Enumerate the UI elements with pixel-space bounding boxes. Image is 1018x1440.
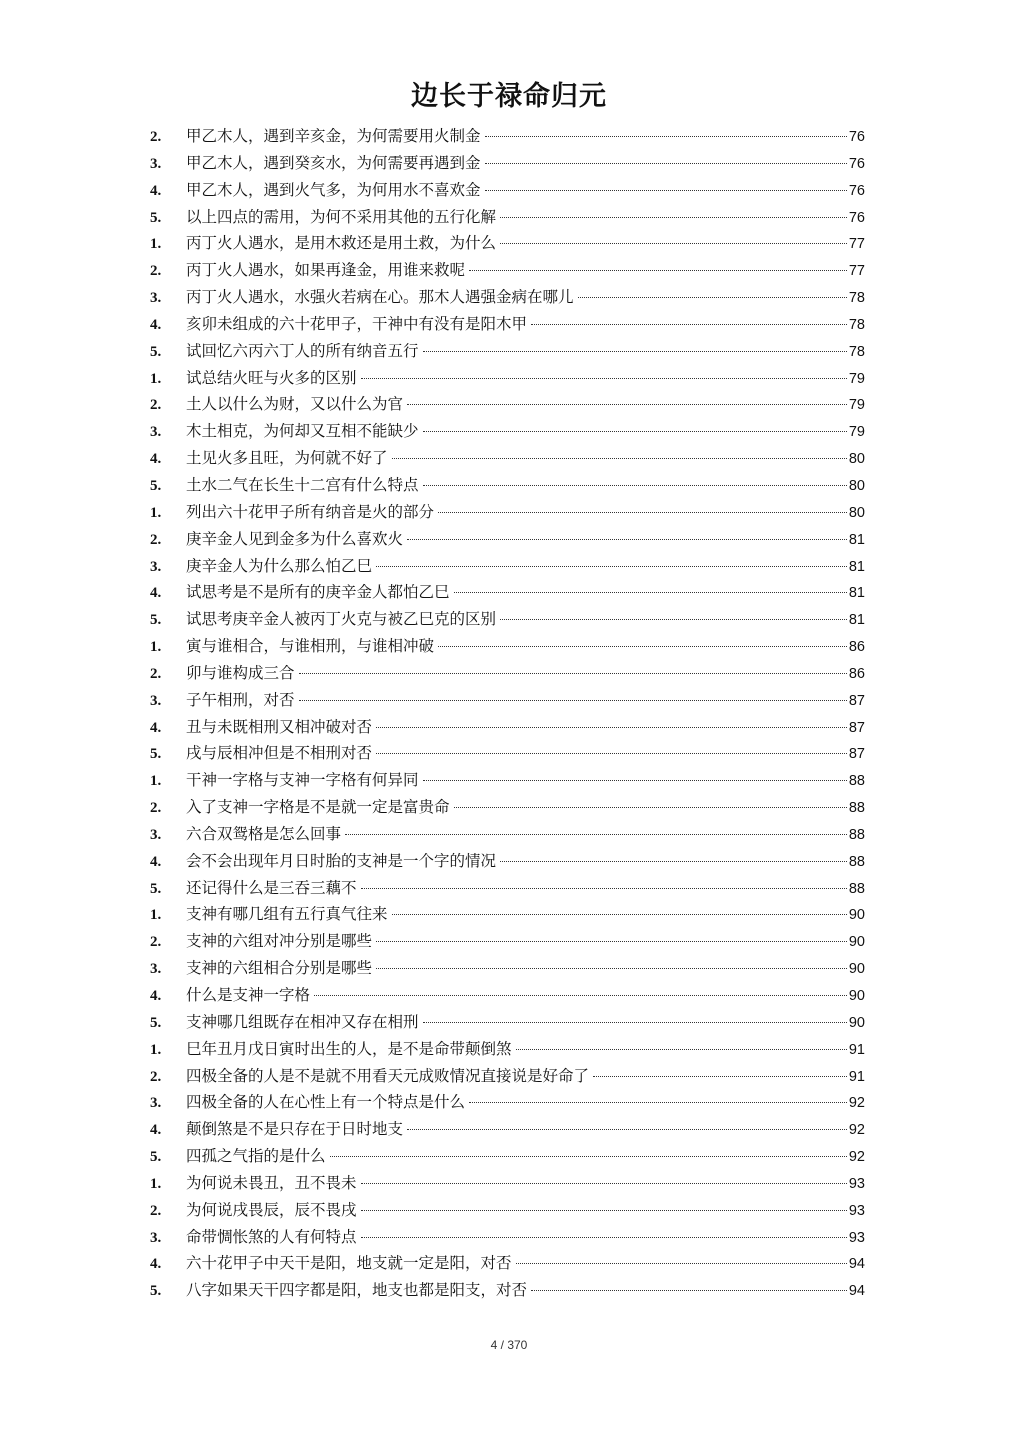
toc-entry-page: 80 — [848, 477, 865, 494]
toc-entry-title: 六十花甲子中天干是阳，地支就一定是阳，对否 — [186, 1254, 512, 1273]
toc-entry-page: 88 — [848, 880, 865, 897]
toc-entry-number: 2. — [150, 263, 162, 280]
toc-entry-number: 2. — [150, 1068, 162, 1085]
dot-leader — [299, 673, 847, 674]
toc-entry-number: 1. — [150, 370, 162, 387]
toc-entry-page: 90 — [848, 934, 865, 951]
toc-entry-number: 2. — [150, 531, 162, 548]
toc-entry[interactable] — [150, 1063, 865, 1090]
toc-entry-title: 寅与谁相合，与谁相刑，与谁相冲破 — [186, 637, 435, 656]
toc-entry-number: 3. — [150, 290, 162, 307]
dot-leader — [392, 914, 847, 915]
toc-entry[interactable] — [150, 1224, 865, 1251]
toc-entry-title: 还记得什么是三吞三藕不 — [186, 878, 357, 897]
toc-entry-number: 2. — [150, 934, 162, 951]
toc-entry[interactable] — [150, 606, 865, 633]
dot-leader — [500, 619, 847, 620]
toc-entry-title: 试思考庚辛金人被丙丁火克与被乙巳克的区别 — [186, 610, 497, 629]
toc-entry-page: 79 — [848, 397, 865, 414]
toc-entry-title: 列出六十花甲子所有纳音是火的部分 — [186, 502, 435, 521]
toc-entry-title: 丑与未既相刑又相冲破对否 — [186, 717, 373, 736]
toc-entry[interactable] — [150, 1250, 865, 1277]
dot-leader — [531, 1290, 847, 1291]
dot-leader — [454, 807, 847, 808]
toc-entry-page: 93 — [848, 1229, 865, 1246]
toc-entry-title: 颠倒煞是不是只存在于日时地支 — [186, 1120, 404, 1139]
toc-entry[interactable] — [150, 660, 865, 687]
toc-entry-number: 5. — [150, 612, 162, 629]
toc-entry-title: 木土相克，为何却又互相不能缺少 — [186, 422, 419, 441]
toc-entry-page: 78 — [848, 316, 865, 333]
toc-entry-number: 1. — [150, 773, 162, 790]
dot-leader — [376, 968, 847, 969]
toc-entry-title: 命带惆怅煞的人有何特点 — [186, 1227, 357, 1246]
toc-entry-page: 94 — [848, 1283, 865, 1300]
dot-leader — [392, 458, 847, 459]
dot-leader — [361, 1237, 847, 1238]
toc-entry-number: 3. — [150, 826, 162, 843]
toc-entry-page: 87 — [848, 746, 865, 763]
dot-leader — [376, 727, 847, 728]
toc-entry-page: 79 — [848, 370, 865, 387]
toc-entry-title: 试思考是不是所有的庚辛金人都怕乙巳 — [186, 583, 450, 602]
toc-entry-title: 支神的六组相合分别是哪些 — [186, 959, 373, 978]
toc-entry-title: 六合双鸳格是怎么回事 — [186, 824, 342, 843]
toc-entry-number: 2. — [150, 1202, 162, 1219]
toc-entry[interactable] — [150, 499, 865, 526]
toc-entry[interactable] — [150, 1277, 865, 1304]
dot-leader — [469, 1102, 847, 1103]
toc-entry[interactable] — [150, 1036, 865, 1063]
toc-entry-number: 5. — [150, 746, 162, 763]
toc-entry-title: 亥卯未组成的六十花甲子，干神中有没有是阳木甲 — [186, 314, 528, 333]
dot-leader — [361, 378, 847, 379]
toc-entry[interactable] — [150, 687, 865, 714]
toc-entry-number: 3. — [150, 1095, 162, 1112]
toc-entry-page: 92 — [848, 1095, 865, 1112]
toc-entry-title: 支神的六组对冲分别是哪些 — [186, 932, 373, 951]
toc-entry[interactable] — [150, 767, 865, 794]
toc-entry-page: 91 — [848, 1041, 865, 1058]
toc-entry-page: 78 — [848, 290, 865, 307]
toc-entry-number: 4. — [150, 853, 162, 870]
toc-entry-number: 3. — [150, 558, 162, 575]
dot-leader — [407, 1129, 847, 1130]
toc-entry-page: 79 — [848, 424, 865, 441]
toc-entry-title: 庚辛金人为什么那么怕乙巳 — [186, 556, 373, 575]
toc-entry-number: 4. — [150, 988, 162, 1004]
toc-entry-number: 4. — [150, 1122, 162, 1139]
dot-leader — [423, 780, 847, 781]
toc-entry[interactable] — [150, 928, 865, 955]
toc-entry-page: 87 — [848, 692, 865, 709]
toc-entry-title: 干神一字格与支神一字格有何异同 — [186, 771, 419, 790]
table-of-contents — [150, 123, 865, 1304]
toc-entry-page: 76 — [848, 155, 865, 172]
toc-entry[interactable] — [150, 338, 865, 365]
dot-leader — [500, 861, 847, 862]
dot-leader — [376, 566, 847, 567]
toc-entry-page: 80 — [848, 504, 865, 521]
dot-leader — [423, 1022, 847, 1023]
dot-leader — [345, 834, 847, 835]
dot-leader — [314, 995, 847, 996]
toc-entry-number: 5. — [150, 880, 162, 897]
toc-entry-page: 90 — [848, 907, 865, 924]
dot-leader — [361, 1210, 847, 1211]
toc-entry-title: 土人以什么为财，又以什么为官 — [186, 395, 404, 414]
toc-entry[interactable] — [150, 177, 865, 204]
page-number: 4 / 370 — [490, 1338, 528, 1352]
toc-entry-number: 5. — [150, 477, 162, 494]
dot-leader — [376, 941, 847, 942]
toc-entry-page: 81 — [848, 612, 865, 629]
toc-entry-title: 甲乙木人，遇到火气多，为何用水不喜欢金 — [186, 180, 481, 199]
toc-entry-title: 丙丁火人遇水，水强火若病在心。那木人遇强金病在哪儿 — [186, 288, 574, 307]
toc-entry-number: 3. — [150, 155, 162, 172]
toc-entry[interactable] — [150, 1009, 865, 1036]
toc-entry-number: 3. — [150, 961, 162, 978]
toc-entry-page: 77 — [848, 263, 865, 280]
toc-entry-title: 为何说戌畏辰，辰不畏戌 — [186, 1200, 357, 1219]
toc-entry-number: 5. — [150, 1283, 162, 1300]
toc-entry[interactable] — [150, 418, 865, 445]
toc-entry-number: 4. — [150, 182, 162, 199]
toc-entry-page: 88 — [848, 826, 865, 843]
dot-leader — [531, 324, 847, 325]
toc-entry[interactable] — [150, 821, 865, 848]
toc-entry-number: 1. — [150, 504, 162, 521]
dot-leader — [407, 539, 847, 540]
dot-leader — [485, 163, 847, 164]
toc-entry-number: 3. — [150, 1229, 162, 1246]
toc-entry-number: 4. — [150, 585, 162, 602]
toc-entry-title: 会不会出现年月日时胎的支神是一个字的情况 — [186, 851, 497, 870]
dot-leader — [516, 1263, 847, 1264]
toc-entry[interactable] — [150, 955, 865, 982]
toc-entry[interactable] — [150, 1143, 865, 1170]
toc-entry[interactable] — [150, 311, 865, 338]
toc-entry-title: 卯与谁构成三合 — [186, 663, 295, 682]
toc-entry[interactable] — [150, 526, 865, 553]
toc-entry-page: 93 — [848, 1202, 865, 1219]
toc-entry-title: 土水二气在长生十二宫有什么特点 — [186, 475, 419, 494]
toc-entry[interactable] — [150, 848, 865, 875]
toc-entry-page: 81 — [848, 585, 865, 602]
toc-entry-page: 92 — [848, 1122, 865, 1139]
toc-entry-title: 四极全备的人在心性上有一个特点是什么 — [186, 1093, 466, 1112]
toc-entry[interactable] — [150, 1089, 865, 1116]
toc-entry-page: 93 — [848, 1175, 865, 1192]
toc-entry-page: 88 — [848, 800, 865, 817]
toc-entry-title: 支神哪几组既存在相冲又存在相刑 — [186, 1012, 419, 1031]
dot-leader — [469, 270, 847, 271]
dot-leader — [361, 1183, 847, 1184]
toc-entry[interactable] — [150, 1170, 865, 1197]
toc-entry-number: 4. — [150, 719, 162, 736]
toc-entry-number: 1. — [150, 236, 162, 253]
toc-entry-page: 92 — [848, 1149, 865, 1166]
toc-entry-title: 试回忆六丙六丁人的所有纳音五行 — [186, 341, 419, 360]
toc-entry-title: 甲乙木人，遇到癸亥水，为何需要再遇到金 — [186, 153, 481, 172]
toc-entry[interactable] — [150, 445, 865, 472]
toc-entry-title: 支神有哪几组有五行真气往来 — [186, 905, 388, 924]
toc-entry[interactable] — [150, 553, 865, 580]
dot-leader — [500, 243, 847, 244]
toc-entry-page: 81 — [848, 531, 865, 548]
toc-entry-page: 88 — [848, 853, 865, 870]
dot-leader — [593, 1076, 847, 1077]
toc-entry[interactable] — [150, 794, 865, 821]
toc-entry-number: 1. — [150, 907, 162, 924]
toc-entry-title: 八字如果天干四字都是阳，地支也都是阳支，对否 — [186, 1281, 528, 1300]
toc-entry[interactable] — [150, 123, 865, 150]
toc-entry-title: 什么是支神一字格 — [186, 986, 311, 1004]
toc-entry[interactable] — [150, 740, 865, 767]
toc-entry[interactable] — [150, 1116, 865, 1143]
toc-entry-title: 丙丁火人遇水，是用木救还是用土救，为什么 — [186, 234, 497, 253]
toc-entry[interactable] — [150, 284, 865, 311]
toc-entry[interactable] — [150, 875, 865, 902]
toc-entry-page: 77 — [848, 236, 865, 253]
toc-entry-number: 5. — [150, 1014, 162, 1031]
toc-entry-number: 5. — [150, 209, 162, 226]
toc-entry-page: 78 — [848, 343, 865, 360]
toc-entry-title: 入了支神一字格是不是就一定是富贵命 — [186, 798, 450, 817]
toc-entry[interactable] — [150, 1197, 865, 1224]
dot-leader — [423, 485, 847, 486]
toc-entry-number: 4. — [150, 451, 162, 468]
toc-entry-title: 戌与辰相冲但是不相刑对否 — [186, 744, 373, 763]
toc-entry-page: 90 — [848, 988, 865, 1004]
toc-entry-number: 2. — [150, 397, 162, 414]
toc-entry[interactable] — [150, 365, 865, 392]
toc-entry-number: 1. — [150, 1175, 162, 1192]
dot-leader — [454, 592, 847, 593]
toc-entry-page: 76 — [848, 182, 865, 199]
toc-entry-number: 4. — [150, 316, 162, 333]
toc-entry[interactable] — [150, 633, 865, 660]
toc-entry-page: 90 — [848, 1014, 865, 1031]
toc-entry-number: 2. — [150, 665, 162, 682]
dot-leader — [423, 431, 847, 432]
dot-leader — [485, 190, 847, 191]
dot-leader — [516, 1049, 847, 1050]
toc-entry-page: 76 — [848, 129, 865, 145]
toc-entry-number: 5. — [150, 343, 162, 360]
toc-entry[interactable] — [150, 230, 865, 257]
toc-entry[interactable] — [150, 391, 865, 418]
toc-entry-page: 81 — [848, 558, 865, 575]
toc-entry-number: 4. — [150, 1256, 162, 1273]
toc-entry-number: 2. — [150, 129, 162, 145]
toc-entry-title: 试总结火旺与火多的区别 — [186, 368, 357, 387]
dot-leader — [407, 404, 847, 405]
toc-entry-title: 四孤之气指的是什么 — [186, 1147, 326, 1166]
toc-entry-number: 5. — [150, 1149, 162, 1166]
toc-entry-title: 为何说未畏丑，丑不畏未 — [186, 1173, 357, 1192]
toc-entry-title: 巳年丑月戊日寅时出生的人，是不是命带颠倒煞 — [186, 1039, 512, 1058]
dot-leader — [500, 217, 847, 218]
toc-entry-number: 3. — [150, 692, 162, 709]
dot-leader — [438, 646, 847, 647]
toc-entry-number: 1. — [150, 1041, 162, 1058]
toc-entry-page: 76 — [848, 209, 865, 226]
dot-leader — [361, 888, 847, 889]
toc-entry[interactable] — [150, 150, 865, 177]
toc-entry[interactable] — [150, 579, 865, 606]
toc-entry[interactable] — [150, 204, 865, 231]
toc-entry-title: 甲乙木人，遇到辛亥金，为何需要用火制金 — [186, 127, 481, 145]
toc-entry[interactable] — [150, 901, 865, 928]
toc-entry-page: 86 — [848, 639, 865, 656]
dot-leader — [299, 700, 847, 701]
toc-entry-title: 庚辛金人见到金多为什么喜欢火 — [186, 529, 404, 548]
toc-entry-page: 87 — [848, 719, 865, 736]
toc-entry-page: 94 — [848, 1256, 865, 1273]
toc-entry-page: 91 — [848, 1068, 865, 1085]
dot-leader — [376, 753, 847, 754]
dot-leader — [330, 1156, 847, 1157]
dot-leader — [578, 297, 847, 298]
toc-entry-page: 86 — [848, 665, 865, 682]
toc-entry[interactable] — [150, 472, 865, 499]
toc-entry-title: 丙丁火人遇水，如果再逢金，用谁来救呢 — [186, 261, 466, 280]
toc-entry-number: 1. — [150, 639, 162, 656]
toc-entry-number: 3. — [150, 424, 162, 441]
toc-entry-number: 2. — [150, 800, 162, 817]
dot-leader — [423, 351, 847, 352]
toc-entry[interactable] — [150, 982, 865, 1009]
toc-entry-title: 土见火多且旺，为何就不好了 — [186, 449, 388, 468]
toc-entry[interactable] — [150, 714, 865, 741]
toc-entry-page: 88 — [848, 773, 865, 790]
toc-entry-page: 90 — [848, 961, 865, 978]
toc-entry[interactable] — [150, 257, 865, 284]
dot-leader — [485, 136, 847, 137]
page-title: 边长于禄命归元 — [411, 81, 607, 112]
toc-entry-title: 以上四点的需用，为何不采用其他的五行化解 — [186, 207, 497, 226]
dot-leader — [438, 512, 847, 513]
toc-entry-title: 子午相刑，对否 — [186, 690, 295, 709]
toc-entry-page: 80 — [848, 451, 865, 468]
toc-entry-title: 四极全备的人是不是就不用看天元成败情况直接说是好命了 — [186, 1066, 590, 1085]
